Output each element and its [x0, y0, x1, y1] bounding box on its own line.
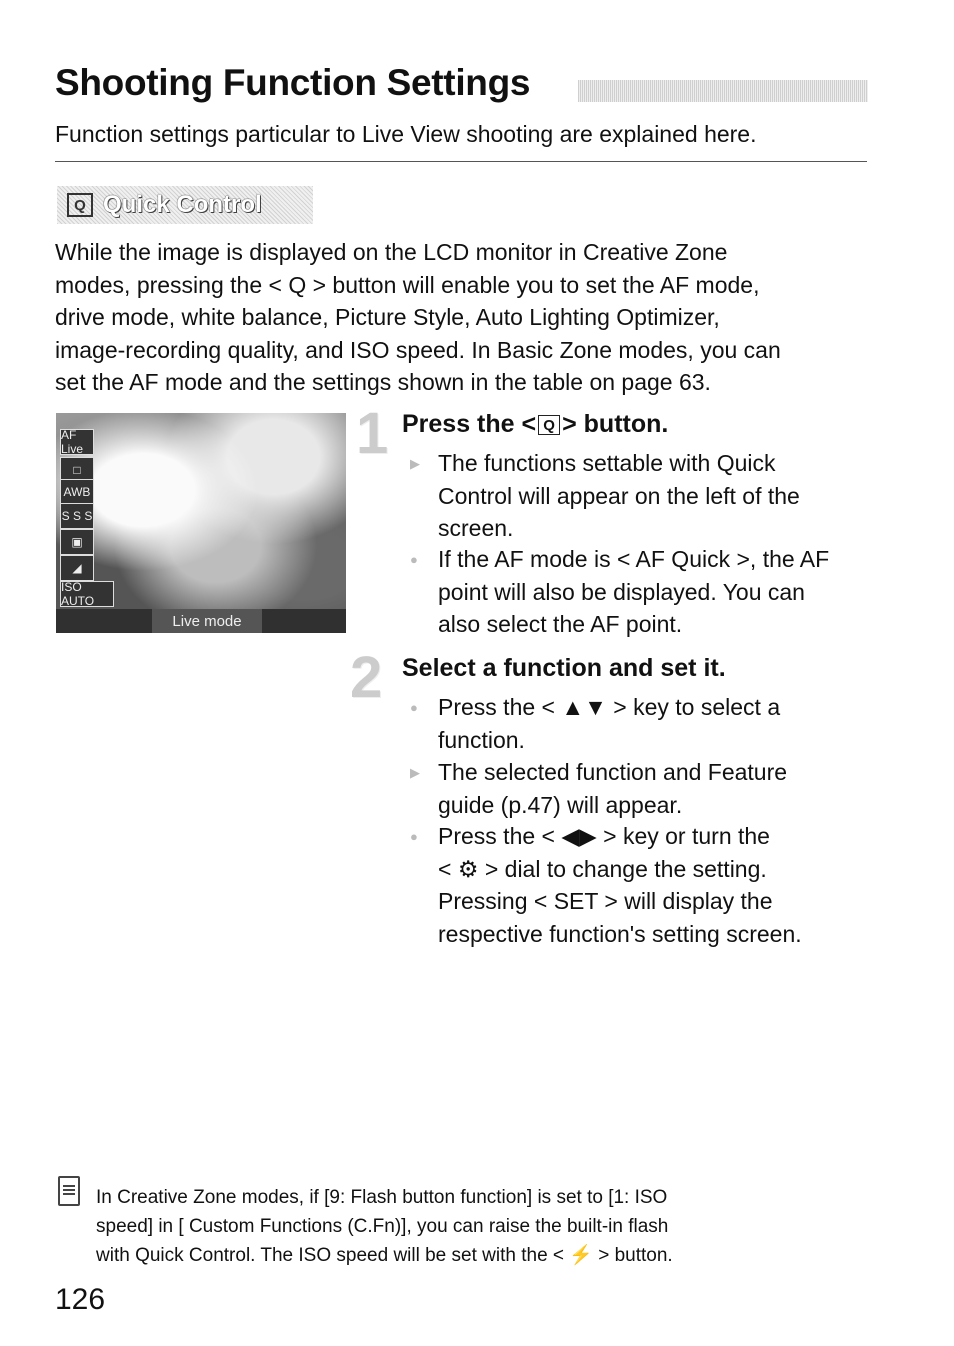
q-button-icon: Q: [538, 415, 560, 435]
bullet-line: respective function's setting screen.: [438, 920, 802, 947]
step1-heading-text: Press the <: [402, 410, 537, 438]
page-title: Shooting Function Settings: [55, 62, 531, 103]
bullet-dot-icon: ●: [410, 700, 418, 715]
bullet-line: also select the AF point.: [438, 611, 683, 637]
bullet-line: < ⚙ > dial to change the setting.: [438, 855, 767, 882]
memo-icon: [58, 1176, 80, 1206]
bullet-line: guide (p.47) will appear.: [438, 791, 683, 818]
paragraph-line: While the image is displayed on the LCD monitor in Creative Zone: [55, 239, 728, 265]
bullet-line: If the AF mode is < AF Quick >, the AF: [438, 546, 830, 572]
bullet-line: The selected function and Feature: [438, 759, 788, 785]
live-mode-label: Live mode: [152, 609, 262, 633]
drive-mode-icon: □: [60, 457, 94, 483]
iso-auto-icon: ISO AUTO: [60, 581, 114, 607]
page-subtitle: Function settings particular to Live View shooting are explained here.: [55, 121, 757, 147]
step2-bullet: [438, 691, 780, 756]
note-line: speed] in [ Custom Functions (C.Fn)], you can raise the built-in flash: [96, 1216, 669, 1237]
quick-control-icon: Q: [67, 193, 93, 217]
section-title: Quick Control: [103, 191, 262, 218]
page-number: 126: [55, 1283, 106, 1316]
paragraph-line: modes, pressing the < Q > button will enable you to set the AF mode,: [55, 271, 760, 298]
note-line: with Quick Control. The ISO speed will be set with the < ⚡ > button.: [96, 1245, 673, 1266]
intro-paragraph: [55, 236, 870, 399]
bullet-line: Press the < ▲▼ > key to select a: [438, 694, 781, 720]
bullet-line: point will also be displayed. You can: [438, 578, 805, 605]
step2-heading: Select a function and set it.: [402, 654, 726, 682]
white-balance-icon: AWB: [60, 479, 94, 505]
title-decoration-bar: [578, 80, 868, 102]
bullet-line: Pressing < SET > will display the: [438, 888, 773, 914]
result-marker-icon: ▶: [410, 765, 420, 780]
section-header: [57, 186, 313, 224]
step1-bullet: [438, 447, 800, 545]
picture-style-icon: S S S: [60, 503, 94, 529]
lighting-optimizer-icon: ▣: [60, 529, 94, 555]
bullet-dot-icon: ●: [410, 829, 418, 844]
divider: [55, 161, 867, 162]
note-text: [96, 1183, 856, 1270]
bullet-line: Control will appear on the left of the: [438, 482, 800, 509]
live-view-screen-photo: [56, 413, 346, 633]
af-live-icon: AF Live: [60, 429, 94, 455]
image-quality-icon: ◢: [60, 555, 94, 581]
step1-heading: [402, 410, 668, 439]
bullet-line: function.: [438, 726, 525, 753]
bullet-line: screen.: [438, 515, 514, 541]
step2-bullet: [438, 756, 787, 821]
step1-heading-text-end: > button.: [562, 410, 669, 438]
step-number: 1: [356, 401, 389, 466]
bullet-dot-icon: ●: [410, 552, 418, 567]
step2-bullet: [438, 820, 802, 950]
paragraph-line: image-recording quality, and ISO speed. In Basic Zone modes, you can: [55, 336, 781, 363]
bullet-line: The functions settable with Quick: [438, 450, 776, 476]
paragraph-line: drive mode, white balance, Picture Style, Auto Lighting Optimizer,: [55, 304, 720, 330]
paragraph-line: set the AF mode and the settings shown in the table on page 63.: [55, 369, 711, 395]
step-number: 2: [350, 645, 383, 710]
bullet-line: Press the < ◀▶ > key or turn the: [438, 823, 770, 849]
result-marker-icon: ▶: [410, 456, 420, 471]
note-line: In Creative Zone modes, if [9: Flash button function] is set to [1: ISO: [96, 1187, 668, 1208]
step1-bullet: [438, 543, 829, 641]
